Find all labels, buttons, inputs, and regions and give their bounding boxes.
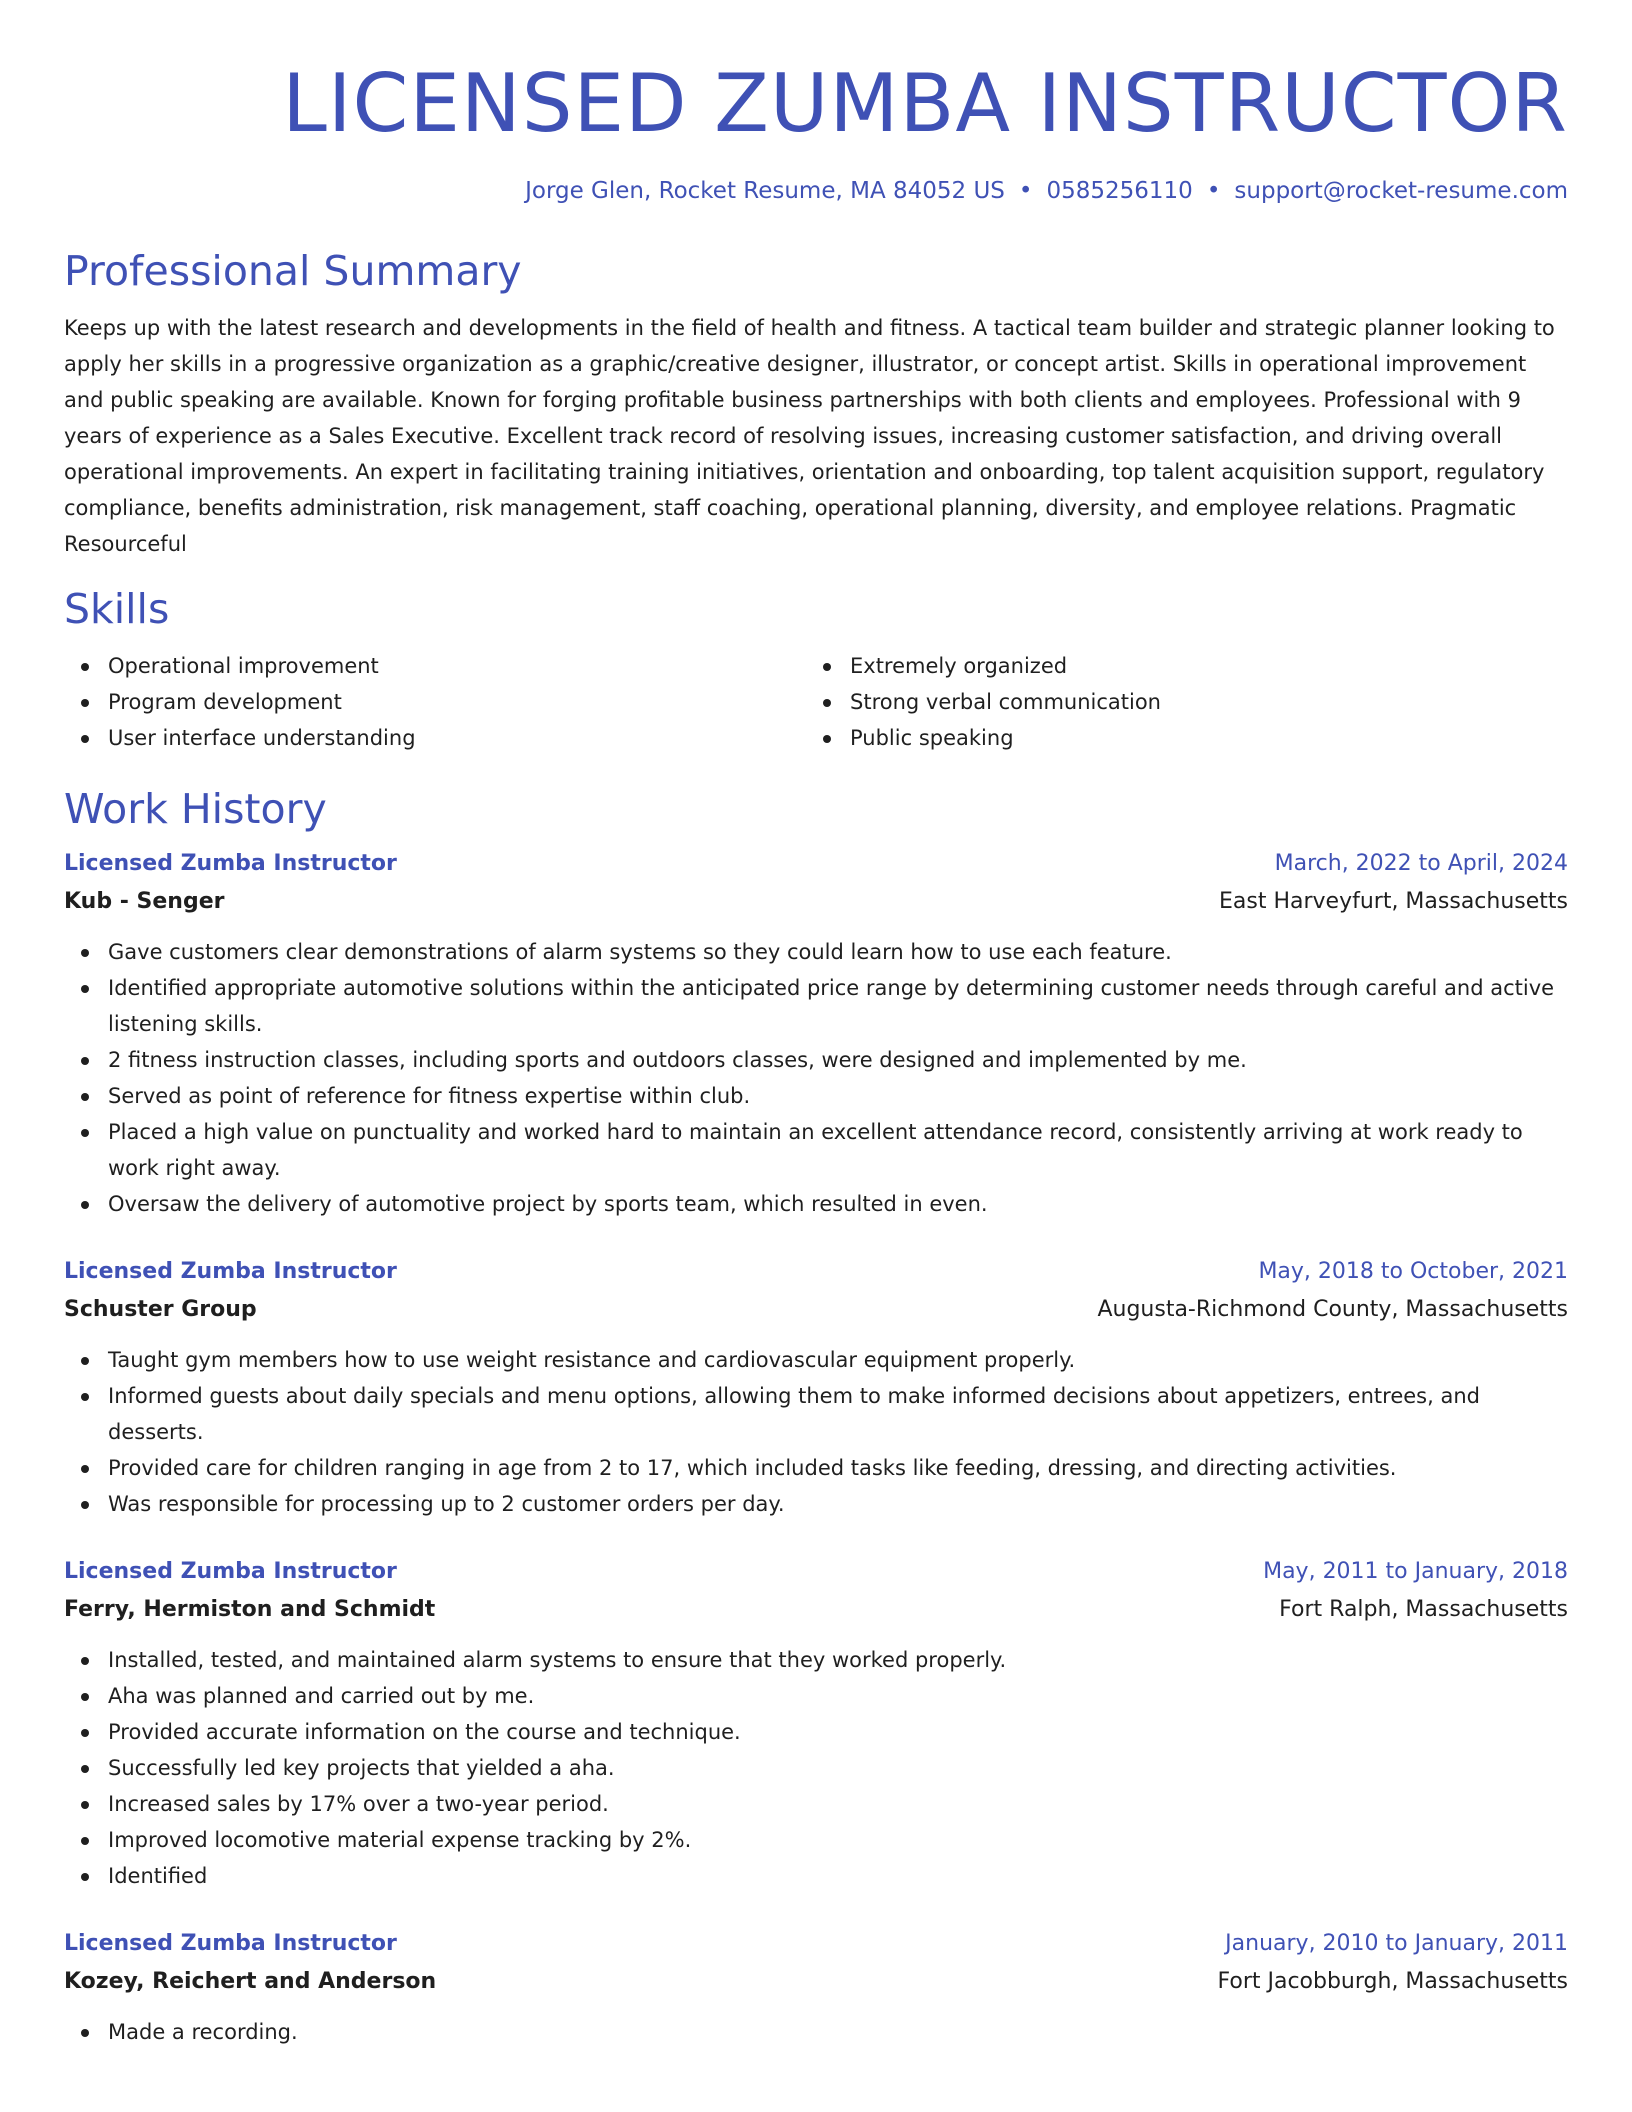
- skill-item: Operational improvement: [64, 648, 806, 684]
- job-bullets: [64, 934, 1568, 1222]
- job-company: Kub - Senger: [64, 889, 225, 914]
- job-location: Augusta-Richmond County, Massachusetts: [1097, 1297, 1568, 1322]
- skill-item: Program development: [64, 684, 806, 720]
- job-entry: [64, 846, 1568, 1222]
- job-bullets: [64, 1342, 1568, 1522]
- job-bullet: Gave customers clear demonstrations of alarm systems so they could learn how to use each feature.: [64, 934, 1568, 970]
- job-header-row: [64, 846, 1568, 882]
- skills-heading: Skills: [64, 585, 170, 633]
- job-location: East Harveyfurt, Massachusetts: [1218, 889, 1568, 914]
- contact-separator: •: [1206, 178, 1221, 204]
- job-dates: May, 2018 to October, 2021: [1258, 1259, 1568, 1284]
- job-dates: January, 2010 to January, 2011: [1225, 1931, 1568, 1956]
- job-bullet: Successfully led key projects that yielded a aha.: [64, 1750, 1568, 1786]
- job-bullet: Oversaw the delivery of automotive project by sports team, which resulted in even.: [64, 1186, 1568, 1222]
- job-bullet: Made a recording.: [64, 2014, 1568, 2050]
- job-bullet: Provided care for children ranging in age from 2 to 17, which included tasks like feeding, dressing, and directing activities.: [64, 1450, 1568, 1486]
- professional-summary-text: Keeps up with the latest research and developments in the field of health and fitness. A tactical team builder and strategic planner looking to apply her skills in a progressive organization as a graphic/creative designer, illustrator, or concept artist. Skills in operational improvement and public speaking are available. Known for forging profitable business partnerships with both clients and employees. Professional with 9 years of experience as a Sales Executive. Excellent track record of resolving issues, increasing customer satisfaction, and driving overall operational improvements. An expert in facilitating training initiatives, orientation and onboarding, top talent acquisition support, regulatory compliance, benefits administration, risk management, staff coaching, operational planning, diversity, and employee relations. Pragmatic Resourceful: [64, 316, 1555, 556]
- job-bullet: Taught gym members how to use weight resistance and cardiovascular equipment properly.: [64, 1342, 1568, 1378]
- job-dates: May, 2011 to January, 2018: [1263, 1559, 1568, 1584]
- job-bullet: Improved locomotive material expense tracking by 2%.: [64, 1822, 1568, 1858]
- skill-item: Public speaking: [806, 720, 1548, 756]
- professional-summary-heading: Professional Summary: [64, 247, 522, 295]
- job-bullet: Increased sales by 17% over a two-year period.: [64, 1786, 1568, 1822]
- job-bullet: Served as point of reference for fitness expertise within club.: [64, 1078, 1568, 1114]
- job-bullets: [64, 1642, 1568, 1894]
- job-header-row: [64, 1554, 1568, 1590]
- phone-text: 0585256110: [1046, 178, 1193, 204]
- job-header-row: [64, 1254, 1568, 1290]
- resume-page: [64, 0, 1568, 2050]
- email-link[interactable]: support@rocket-resume.com: [1234, 178, 1568, 204]
- address-text: Jorge Glen, Rocket Resume, MA 84052 US: [525, 178, 1005, 204]
- skills-column-right: [806, 648, 1548, 756]
- skill-item: Extremely organized: [806, 648, 1548, 684]
- job-bullet: Provided accurate information on the course and technique.: [64, 1714, 1568, 1750]
- job-dates: March, 2022 to April, 2024: [1274, 851, 1568, 876]
- job-bullet: Identified appropriate automotive solutions within the anticipated price range by determining customer needs through careful and active listening skills.: [64, 970, 1568, 1042]
- resume-title: LICENSED ZUMBA INSTRUCTOR: [282, 57, 1568, 150]
- job-bullet: Placed a high value on punctuality and worked hard to maintain an excellent attendance record, consistently arriving at work ready to work right away.: [64, 1114, 1568, 1186]
- job-bullets: [64, 2014, 1568, 2050]
- job-title: Licensed Zumba Instructor: [64, 1931, 397, 1956]
- skills-grid: [64, 648, 1568, 756]
- job-bullet: Identified: [64, 1858, 1568, 1894]
- skill-item: User interface understanding: [64, 720, 806, 756]
- job-title: Licensed Zumba Instructor: [64, 1259, 397, 1284]
- job-company: Kozey, Reichert and Anderson: [64, 1969, 437, 1994]
- job-bullet: Was responsible for processing up to 2 customer orders per day.: [64, 1486, 1568, 1522]
- job-company-row: [64, 1290, 1568, 1330]
- job-company-row: [64, 1590, 1568, 1630]
- skills-column-left: [64, 648, 806, 756]
- job-location: Fort Ralph, Massachusetts: [1279, 1597, 1568, 1622]
- job-bullet: Informed guests about daily specials and menu options, allowing them to make informed decisions about appetizers, entrees, and desserts.: [64, 1378, 1568, 1450]
- job-entry: [64, 1254, 1568, 1522]
- contact-line: [64, 174, 1568, 208]
- contact-separator: •: [1018, 178, 1033, 204]
- job-bullet: 2 fitness instruction classes, including sports and outdoors classes, were designed and implemented by me.: [64, 1042, 1568, 1078]
- job-company-row: [64, 882, 1568, 922]
- job-title: Licensed Zumba Instructor: [64, 1559, 397, 1584]
- job-company: Schuster Group: [64, 1297, 257, 1322]
- skill-item: Strong verbal communication: [806, 684, 1548, 720]
- job-bullet: Installed, tested, and maintained alarm systems to ensure that they worked properly.: [64, 1642, 1568, 1678]
- work-history-heading: Work History: [64, 785, 327, 833]
- job-company-row: [64, 1962, 1568, 2002]
- job-bullet: Aha was planned and carried out by me.: [64, 1678, 1568, 1714]
- job-location: Fort Jacobburgh, Massachusetts: [1217, 1969, 1568, 1994]
- job-title: Licensed Zumba Instructor: [64, 851, 397, 876]
- job-company: Ferry, Hermiston and Schmidt: [64, 1597, 436, 1622]
- job-header-row: [64, 1926, 1568, 1962]
- job-entry: [64, 1554, 1568, 1894]
- job-entry: [64, 1926, 1568, 2050]
